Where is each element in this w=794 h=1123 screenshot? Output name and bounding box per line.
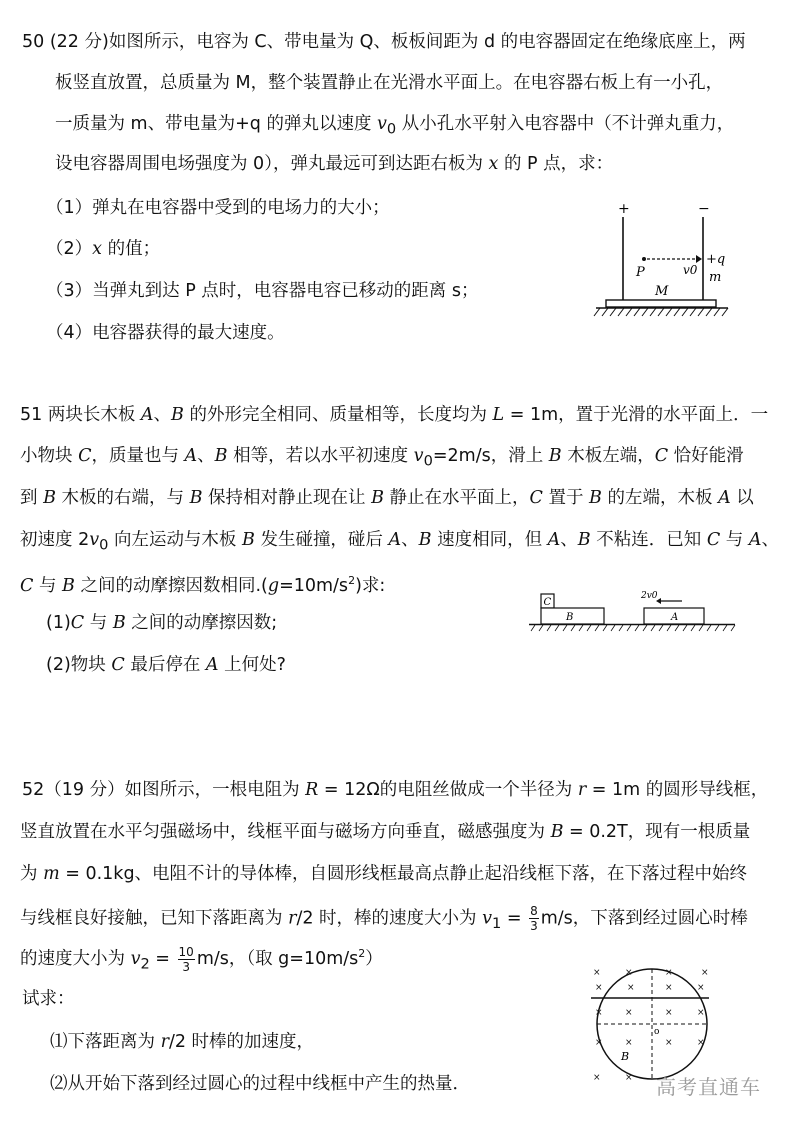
fig-c-label: C (543, 597, 552, 608)
q51-line-4: 初速度 $2v_0$ 向左运动与木板 B 发生碰撞，碰后 A、B 速度相同，但 A、B 不粘连．已知 C 与 A、 (20, 530, 779, 554)
q52-line-4: 与线框良好接触，已知下落距离为 r/2 时，棒的速度大小为 $v_1$ = $\frac{8}{3}$ m/s，下落到经过圆心时棒 (20, 904, 748, 933)
fig-m-label: m (709, 270, 722, 285)
q51-line-2: 小物块 C，质量也与 A、B 相等，若以水平初速度 $v_0=2m/s$，滑上 B 木板左端，C 恰好能滑 (20, 446, 744, 470)
q51-sub-2: (2)物块 C 最后停在 A 上何处? (46, 655, 286, 675)
q50-sub-3: （3）当弹丸到达 P 点时，电容器电容已移动的距离 s； (46, 281, 479, 301)
q52-line-2: 竖直放置在水平匀强磁场中，线框平面与磁场方向垂直，磁感强度为 B = 0.2T，现有一根质量 (20, 822, 751, 842)
svg-text:×: × (627, 983, 635, 993)
svg-text:×: × (697, 983, 705, 993)
svg-text:×: × (697, 1008, 705, 1018)
q52-ask: 试求： (22, 989, 75, 1009)
q50-line-3: 一质量为 m、带电量为+q 的弹丸以速度 $v_0$ 从小孔水平射入电容器中（不计弹丸重力， (55, 114, 735, 138)
q50-sub-1: （1）弹丸在电容器中受到的电场力的大小； (46, 198, 390, 218)
svg-text:×: × (595, 1008, 603, 1018)
capacitor-figure (590, 195, 740, 325)
point-p-dot (642, 257, 646, 261)
q51-line-3: 到 B 木板的右端，与 B 保持相对静止现在让 B 静止在水平面上，C 置于 B 的左端，木板 A 以 (20, 488, 754, 508)
arrow-head (696, 255, 702, 263)
q50-line-2: 板竖直放置，总质量为 M，整个装置静止在光滑水平面上。在电容器右板上有一小孔， (55, 73, 724, 93)
q51-line-1: 51 两块长木板 A、B 的外形完全相同、质量相等，长度均为 L = 1m，置于光滑的水平面上．一 (20, 405, 769, 425)
svg-text:×: × (665, 968, 673, 978)
svg-text:×: × (665, 1038, 673, 1048)
fig-center-label: o (654, 1027, 660, 1037)
q52-line-3: 为 m = 0.1kg、电阻不计的导体棒，自圆形线框最高点静止起沿线框下落，在下落过程中始终 (20, 864, 748, 884)
fig-plus-label: + (618, 201, 630, 217)
watermark: 高考直通车 (656, 1075, 761, 1099)
fig-2v0-label: 2v0 (641, 591, 658, 601)
q50-sub-2: （2）x 的值； (46, 239, 161, 259)
q50-sub-4: （4）电容器获得的最大速度。 (46, 323, 285, 343)
fraction-10-3: $\frac{10}{3}$ (178, 944, 194, 974)
q50-line-1: 50 (22 分)如图所示，电容为 C、带电量为 Q、板板间距为 d 的电容器固定在绝缘底座上，两 (22, 32, 746, 52)
q52-line-5: 的速度大小为 $v_2$ = $\frac{10}{3}$ m/s，（取 $g=10m/s^2$） (20, 944, 383, 974)
svg-text:×: × (625, 1038, 633, 1048)
q52-sub-2: ⑵从开始下落到经过圆心的过程中线框中产生的热量． (50, 1074, 470, 1094)
fig-a-label: A (671, 612, 679, 623)
q51-sub-1: (1)C 与 B 之间的动摩擦因数; (46, 613, 278, 633)
svg-text:×: × (697, 1038, 705, 1048)
svg-text:×: × (665, 983, 673, 993)
ground-hatch (594, 308, 728, 316)
svg-text:×: × (595, 1038, 603, 1048)
fig-b-label: B (566, 612, 574, 623)
svg-text:×: × (593, 1073, 601, 1083)
q52-line-1: 52（19 分）如图所示，一根电阻为 R = 12Ω的电阻丝做成一个半径为 r = 1m 的圆形导线框， (22, 780, 769, 800)
fig-q-label: +q (706, 252, 726, 267)
insulating-base (606, 300, 716, 307)
svg-text:×: × (625, 1008, 633, 1018)
svg-text:×: × (595, 983, 603, 993)
fig-M-label: M (655, 284, 669, 299)
boards-figure (525, 585, 740, 635)
svg-text:×: × (701, 968, 709, 978)
fig-b-field-label: B (621, 1050, 630, 1063)
q52-sub-1: ⑴下落距离为 r/2 时棒的加速度， (50, 1032, 315, 1052)
q51-line-5: C 与 B 之间的动摩擦因数相同$.(g=10m/s^2)$求: (20, 574, 386, 596)
svg-text:×: × (625, 968, 633, 978)
fig-minus-label: − (698, 201, 710, 217)
svg-text:×: × (593, 968, 601, 978)
floor-hatch (531, 625, 735, 631)
fig-p-label: P (636, 265, 645, 280)
q50-line-4: 设电容器周围电场强度为 0），弹丸最远可到达距右板为 x 的 P 点，求： (55, 154, 614, 174)
fig-v0-label: v0 (683, 263, 698, 277)
fraction-8-3: $\frac{8}{3}$ (530, 904, 538, 933)
svg-text:×: × (665, 1008, 673, 1018)
svg-text:×: × (625, 1073, 633, 1083)
